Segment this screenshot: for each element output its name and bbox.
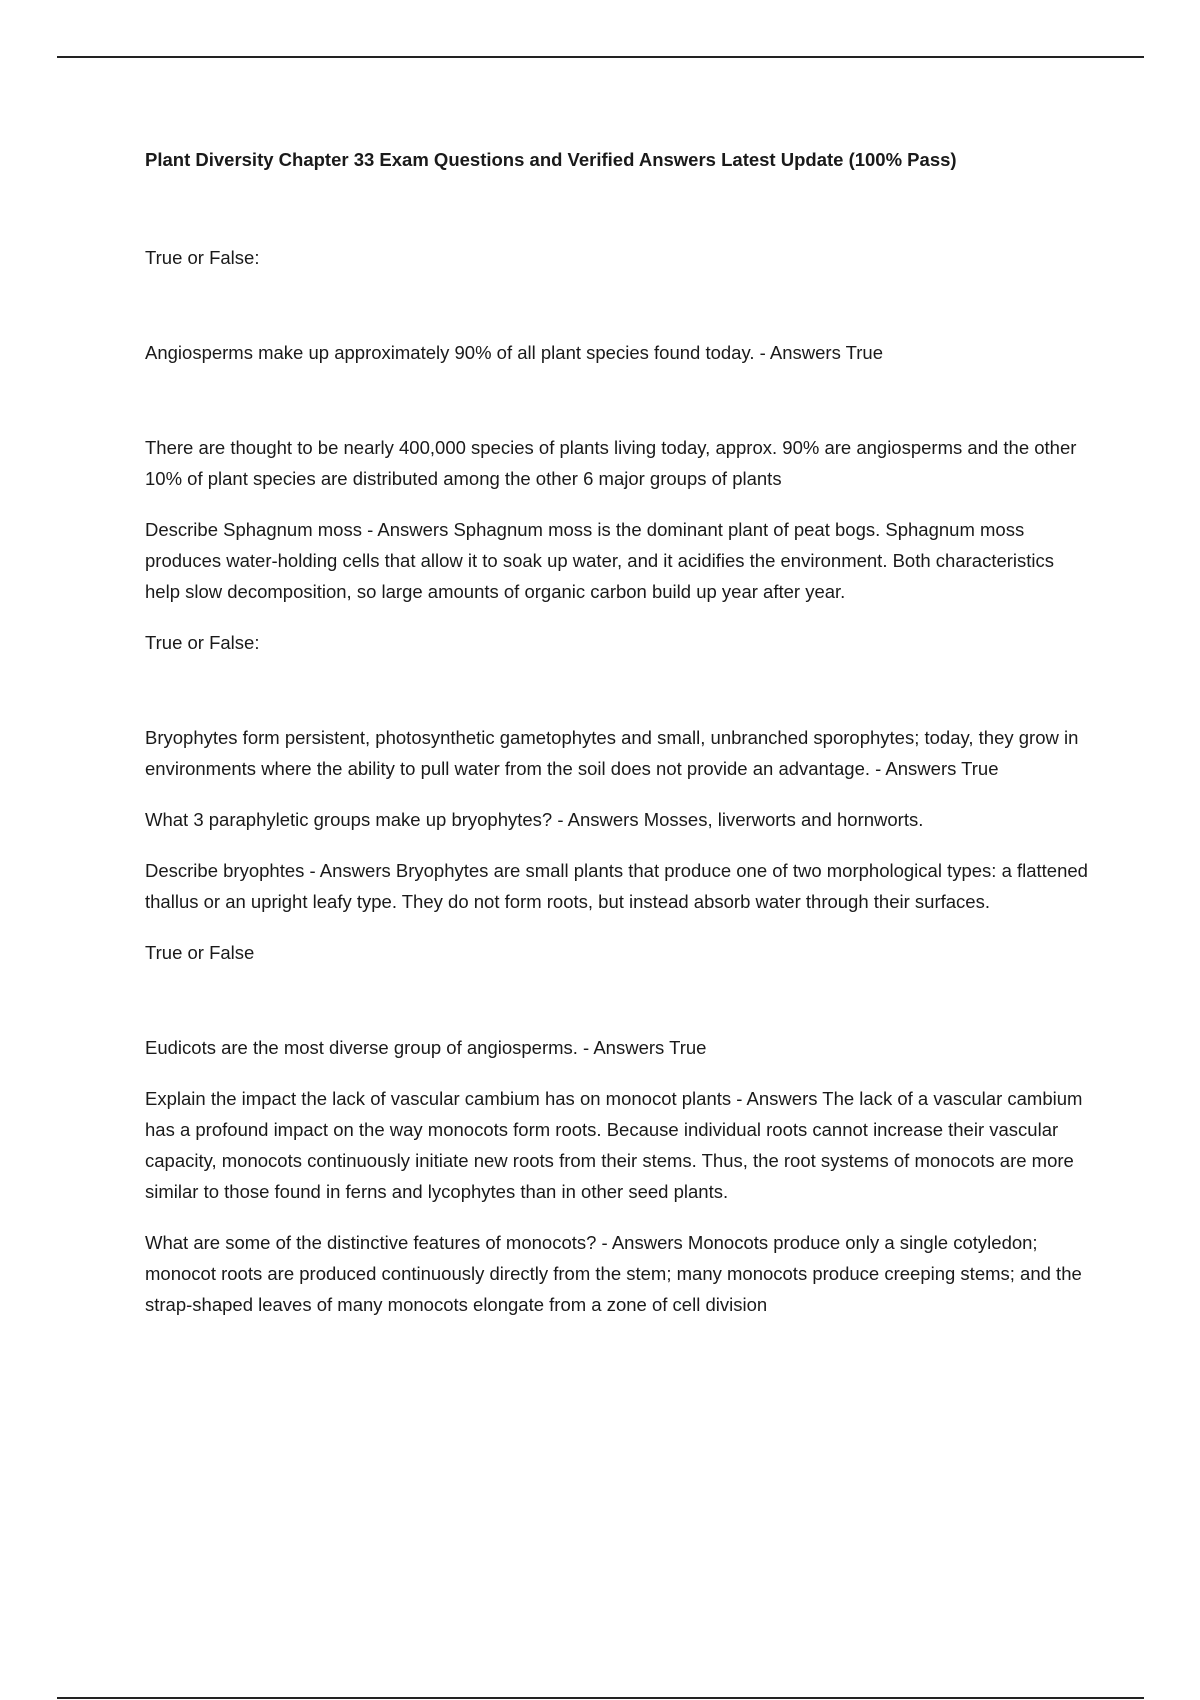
- question-paraphyletic: What 3 paraphyletic groups make up bryophytes? - Answers Mosses, liverworts and hornworts.: [145, 809, 924, 830]
- question-vascular-cambium: Explain the impact the lack of vascular cambium has on monocot plants - Answers The lack of a vascular cambium has a profound impact on the way monocots form roots. Because individual roots cannot increase their vascular capacity, monocots continuously initiate new roots from their stems. Thus, the root systems of monocots are more similar to those found in ferns and lycophytes than in other seed plants.: [145, 1088, 1083, 1202]
- question-3-answer: Eudicots are the most diverse group of angiosperms. - Answers True: [145, 1037, 707, 1058]
- bottom-rule: [57, 1697, 1144, 1699]
- question-1-answer: Angiosperms make up approximately 90% of all plant species found today. - Answers True: [145, 342, 883, 363]
- question-monocot-features: What are some of the distinctive features of monocots? - Answers Monocots produce only a single cotyledon; monocot roots are produced continuously directly from the stem; many monocots produce creeping stems; and the strap-shaped leaves of many monocots elongate from a zone of cell division: [145, 1232, 1082, 1315]
- document-title: Plant Diversity Chapter 33 Exam Questions and Verified Answers Latest Update (100% Pass): [145, 149, 957, 170]
- question-1-prompt: True or False:: [145, 247, 260, 268]
- document-body: [145, 144, 1090, 1320]
- question-sphagnum: Describe Sphagnum moss - Answers Sphagnum moss is the dominant plant of peat bogs. Sphagnum moss produces water-holding cells that allow it to soak up water, and it acidifies the environment. Both characteristics help slow decomposition, so large amounts of organic carbon build up year after year.: [145, 519, 1055, 602]
- question-2-answer: Bryophytes form persistent, photosynthetic gametophytes and small, unbranched sporophytes; today, they grow in environments where the ability to pull water from the soil does not provide an advantage. - Answers True: [145, 727, 1079, 779]
- question-2-prompt: True or False:: [145, 632, 260, 653]
- question-bryophytes: Describe bryophtes - Answers Bryophytes are small plants that produce one of two morphological types: a flattened thallus or an upright leafy type. They do not form roots, but instead absorb water through their surfaces.: [145, 860, 1088, 912]
- top-rule: [57, 56, 1144, 58]
- question-3-prompt: True or False: [145, 942, 255, 963]
- explanation-paragraph: There are thought to be nearly 400,000 species of plants living today, approx. 90% are angiosperms and the other 10% of plant species are distributed among the other 6 major groups of plants: [145, 437, 1077, 489]
